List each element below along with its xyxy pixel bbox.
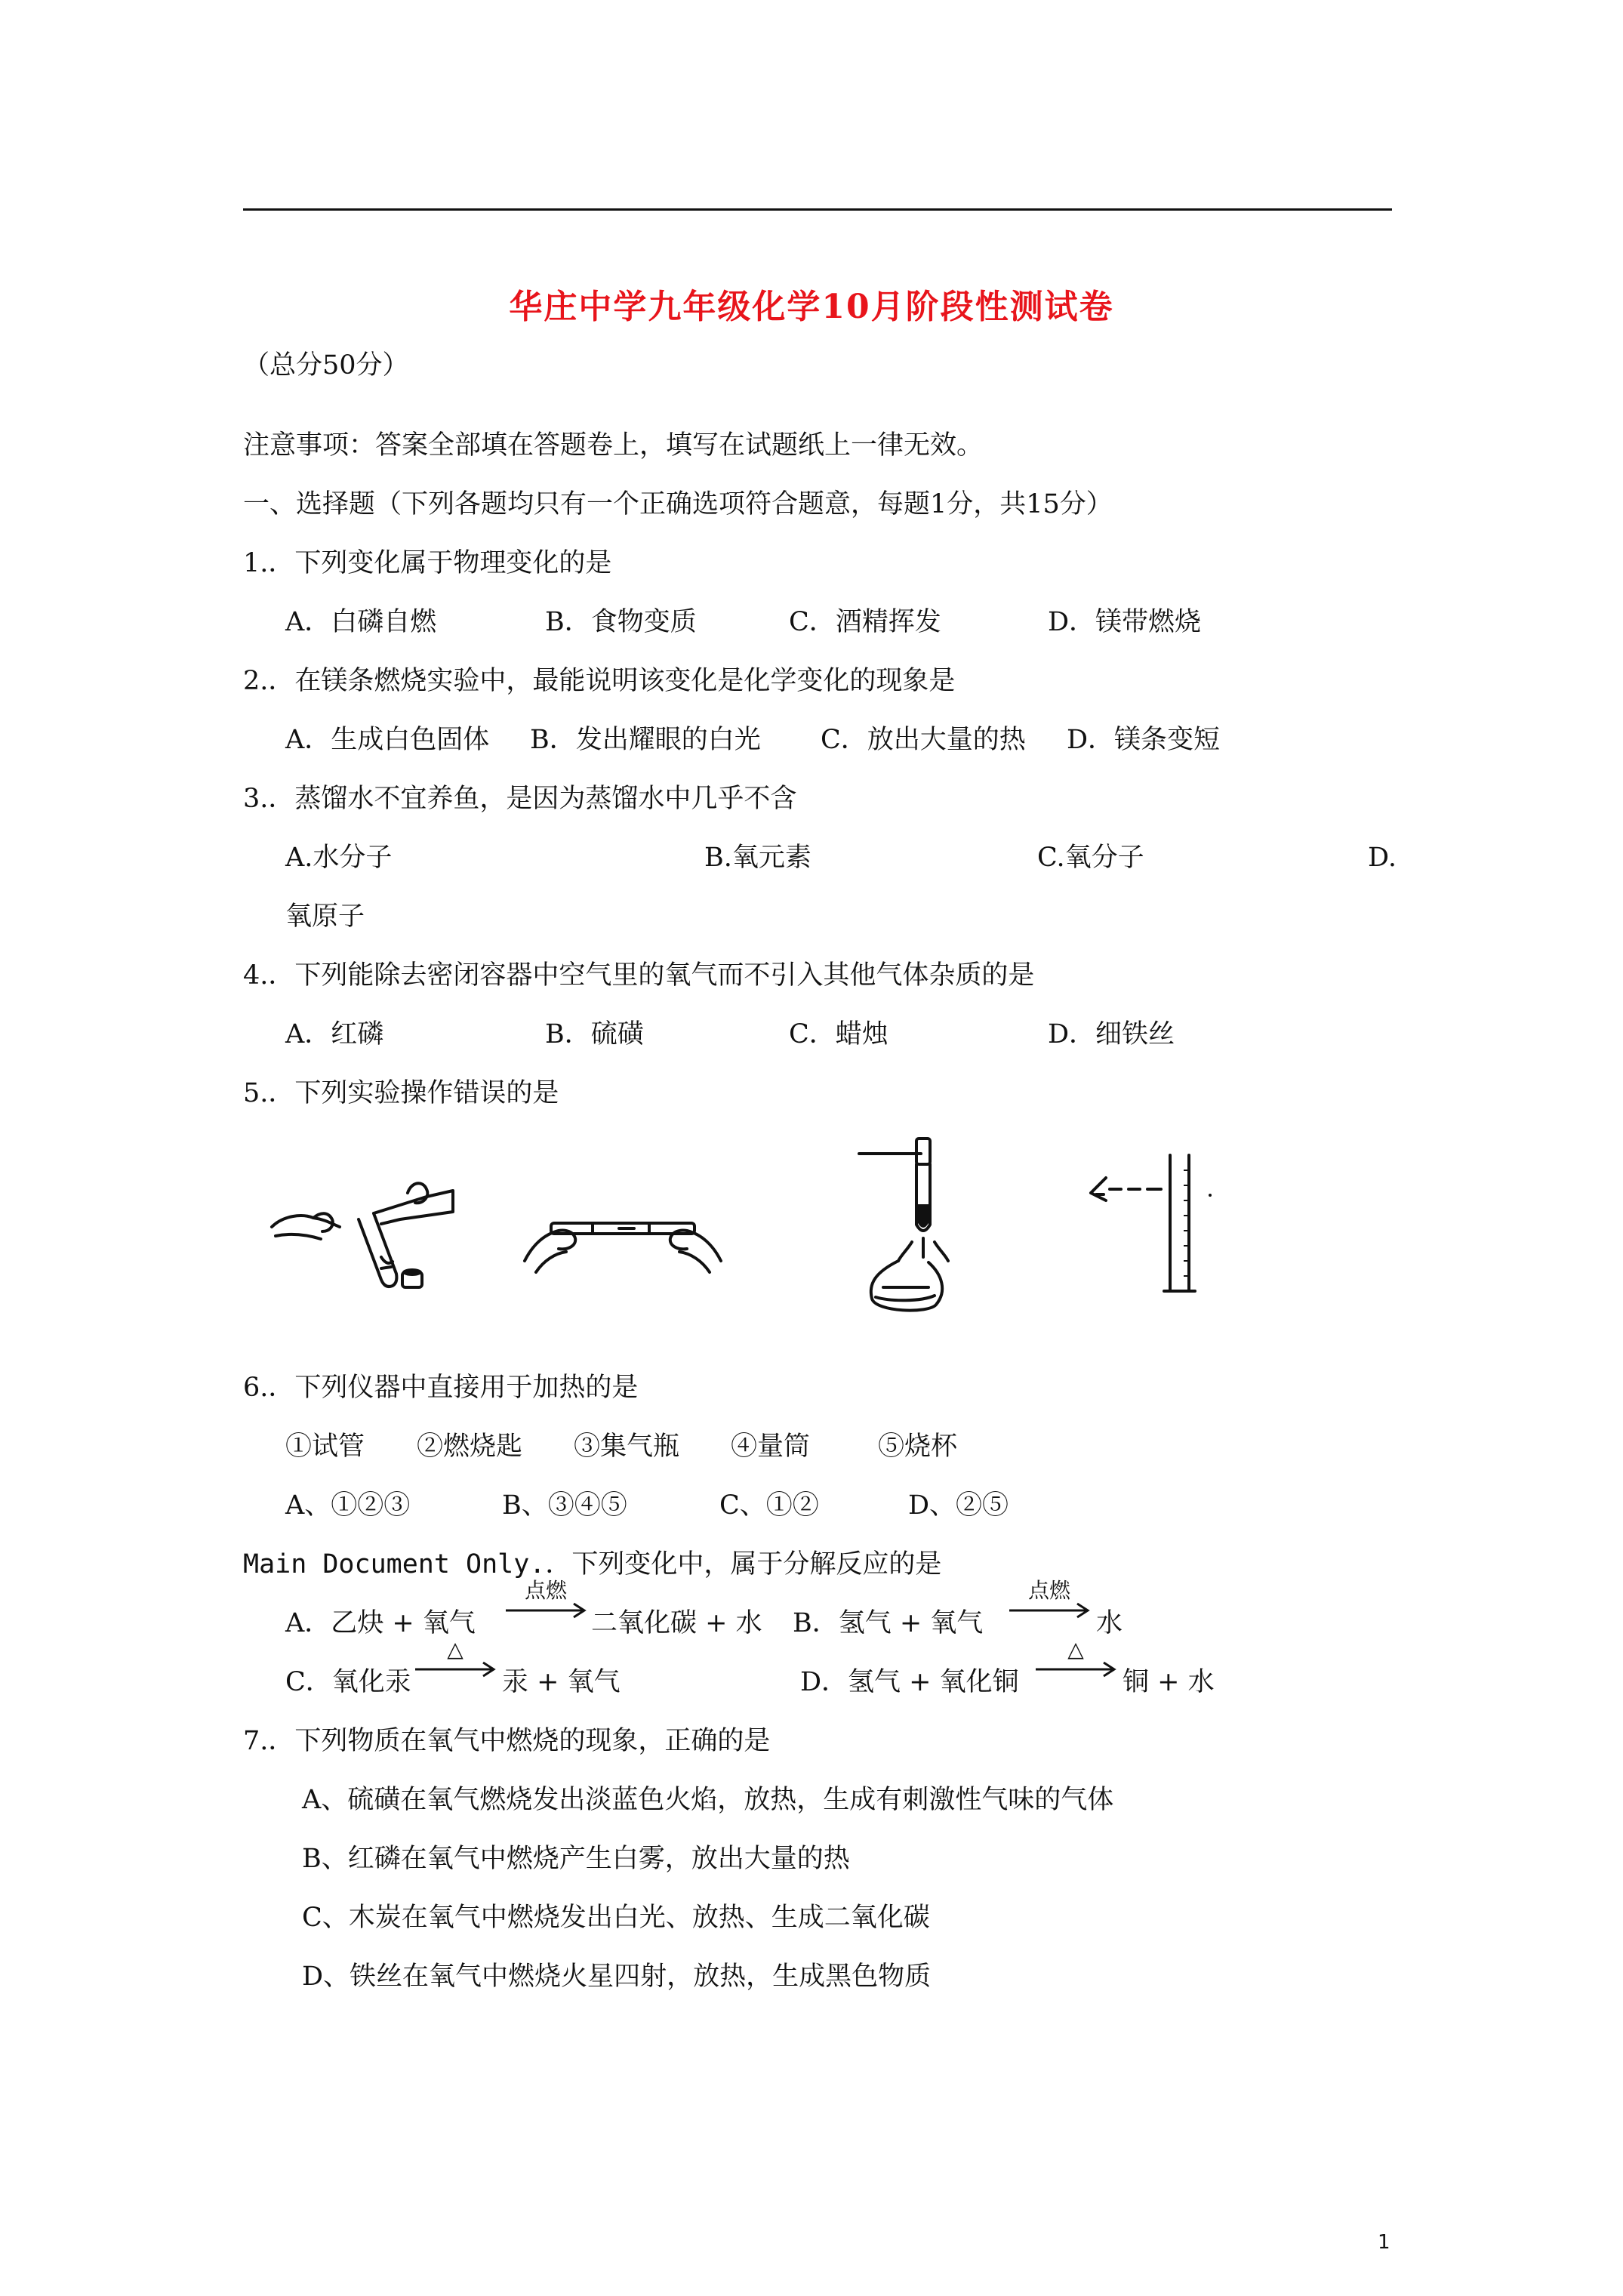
q6-option-c: C、①② bbox=[719, 1490, 819, 1521]
q1-option-b: B．食物变质 bbox=[545, 607, 697, 637]
q4-option-d: D．细铁丝 bbox=[1048, 1019, 1175, 1049]
qx-option-b-arrow bbox=[1008, 1579, 1091, 1625]
q6-option-b: B、③④⑤ bbox=[502, 1490, 627, 1521]
q3-stem: 3.．蒸馏水不宜养鱼，是因为蒸馏水中几乎不含 bbox=[243, 784, 797, 814]
q6-item-5: ⑤烧杯 bbox=[878, 1432, 958, 1462]
qx-option-a-reactants: A．乙炔 + 氧气 bbox=[285, 1608, 476, 1638]
q2-option-b: B．发出耀眼的白光 bbox=[530, 725, 761, 755]
qx-option-c-arrow bbox=[414, 1638, 497, 1684]
q6-item-2: ②燃烧匙 bbox=[417, 1432, 523, 1462]
qx-option-c-condition: △ bbox=[447, 1637, 463, 1662]
qx-option-d-condition: △ bbox=[1067, 1637, 1084, 1662]
exam-title: 华庄中学九年级化学10月阶段性测试卷 bbox=[509, 288, 1114, 326]
q2-option-d: D．镁条变短 bbox=[1067, 725, 1221, 755]
lab-figure-heating-tube bbox=[853, 1133, 951, 1318]
reaction-arrow-icon bbox=[414, 1658, 497, 1681]
q6-option-d: D、②⑤ bbox=[908, 1490, 1009, 1521]
q7-option-b: B、红磷在氧气中燃烧产生白雾，放出大量的热 bbox=[302, 1844, 850, 1874]
q4-option-a: A．红磷 bbox=[285, 1019, 384, 1049]
q3-option-a: A.水分子 bbox=[285, 843, 393, 873]
q6-item-3: ③集气瓶 bbox=[574, 1432, 680, 1462]
q2-option-c: C．放出大量的热 bbox=[821, 725, 1026, 755]
q3-option-d-text: 氧原子 bbox=[285, 901, 365, 932]
q6-option-a: A、①②③ bbox=[285, 1490, 411, 1521]
reaction-arrow-icon bbox=[504, 1599, 587, 1622]
q5-stem: 5.．下列实验操作错误的是 bbox=[243, 1078, 559, 1108]
lab-figure-adding-solid bbox=[268, 1174, 457, 1295]
q1-stem: 1.．下列变化属于物理变化的是 bbox=[243, 548, 612, 578]
q7-option-c: C、木炭在氧气中燃烧发出白光、放热、生成二氧化碳 bbox=[302, 1903, 930, 1933]
lab-figure-connecting-tube bbox=[521, 1193, 725, 1276]
qx-option-d-products: 铜 + 水 bbox=[1123, 1667, 1215, 1697]
q6-item-1: ①试管 bbox=[285, 1432, 365, 1462]
reaction-arrow-icon bbox=[1034, 1658, 1117, 1681]
section-heading: 一、选择题（下列各题均只有一个正确选项符合题意，每题1分，共15分） bbox=[243, 489, 1113, 519]
q7-option-d: D、铁丝在氧气中燃烧火星四射，放热，生成黑色物质 bbox=[302, 1962, 932, 1992]
q4-option-c: C．蜡烛 bbox=[789, 1019, 888, 1049]
q7-option-a: A、硫磺在氧气燃烧发出淡蓝色火焰，放热，生成有刺激性气味的气体 bbox=[302, 1785, 1114, 1815]
qx-option-d-arrow bbox=[1034, 1638, 1117, 1684]
reaction-arrow-icon bbox=[1008, 1599, 1091, 1622]
q6-stem: 6.．下列仪器中直接用于加热的是 bbox=[243, 1373, 639, 1403]
qx-option-d-reactants: D．氢气 + 氧化铜 bbox=[800, 1667, 1019, 1697]
q3-option-d: D. bbox=[1368, 843, 1397, 873]
qx-option-b-condition: 点燃 bbox=[1027, 1578, 1070, 1603]
q2-stem: 2.．在镁条燃烧实验中，最能说明该变化是化学变化的现象是 bbox=[243, 666, 956, 696]
q2-option-a: A．生成白色固体 bbox=[285, 725, 490, 755]
q1-option-c: C．酒精挥发 bbox=[789, 607, 941, 637]
qx-option-a-arrow bbox=[504, 1579, 587, 1625]
qx-option-c-products: 汞 + 氧气 bbox=[502, 1667, 621, 1697]
qx-stem: Main Document Only.．下列变化中，属于分解反应的是 bbox=[243, 1549, 942, 1579]
qx-option-c-reactants: C．氧化汞 bbox=[285, 1667, 411, 1697]
lab-figure-reading-cylinder bbox=[1087, 1140, 1230, 1302]
qx-option-a-condition: 点燃 bbox=[524, 1578, 567, 1603]
q6-item-4: ④量筒 bbox=[731, 1432, 811, 1462]
qx-option-a-products: 二氧化碳 + 水 bbox=[591, 1608, 762, 1638]
q1-option-d: D．镁带燃烧 bbox=[1048, 607, 1202, 637]
total-score: （总分50分） bbox=[243, 350, 409, 381]
q1-option-a: A．白磷自燃 bbox=[285, 607, 437, 637]
qx-option-b-products: 水 bbox=[1096, 1608, 1123, 1638]
q4-option-b: B．硫磺 bbox=[545, 1019, 644, 1049]
qx-option-b-reactants: B．氢气 + 氧气 bbox=[793, 1608, 984, 1638]
q3-option-c: C.氧分子 bbox=[1037, 843, 1144, 873]
q4-stem: 4.．下列能除去密闭容器中空气里的氧气而不引入其他气体杂质的是 bbox=[243, 960, 1035, 991]
page-number: 1 bbox=[1378, 2231, 1390, 2254]
header-rule bbox=[243, 208, 1392, 211]
q3-option-b: B.氧元素 bbox=[704, 843, 812, 873]
q7-stem: 7.．下列物质在氧气中燃烧的现象，正确的是 bbox=[243, 1726, 771, 1756]
notice: 注意事项：答案全部填在答题卷上，填写在试题纸上一律无效。 bbox=[243, 430, 984, 461]
